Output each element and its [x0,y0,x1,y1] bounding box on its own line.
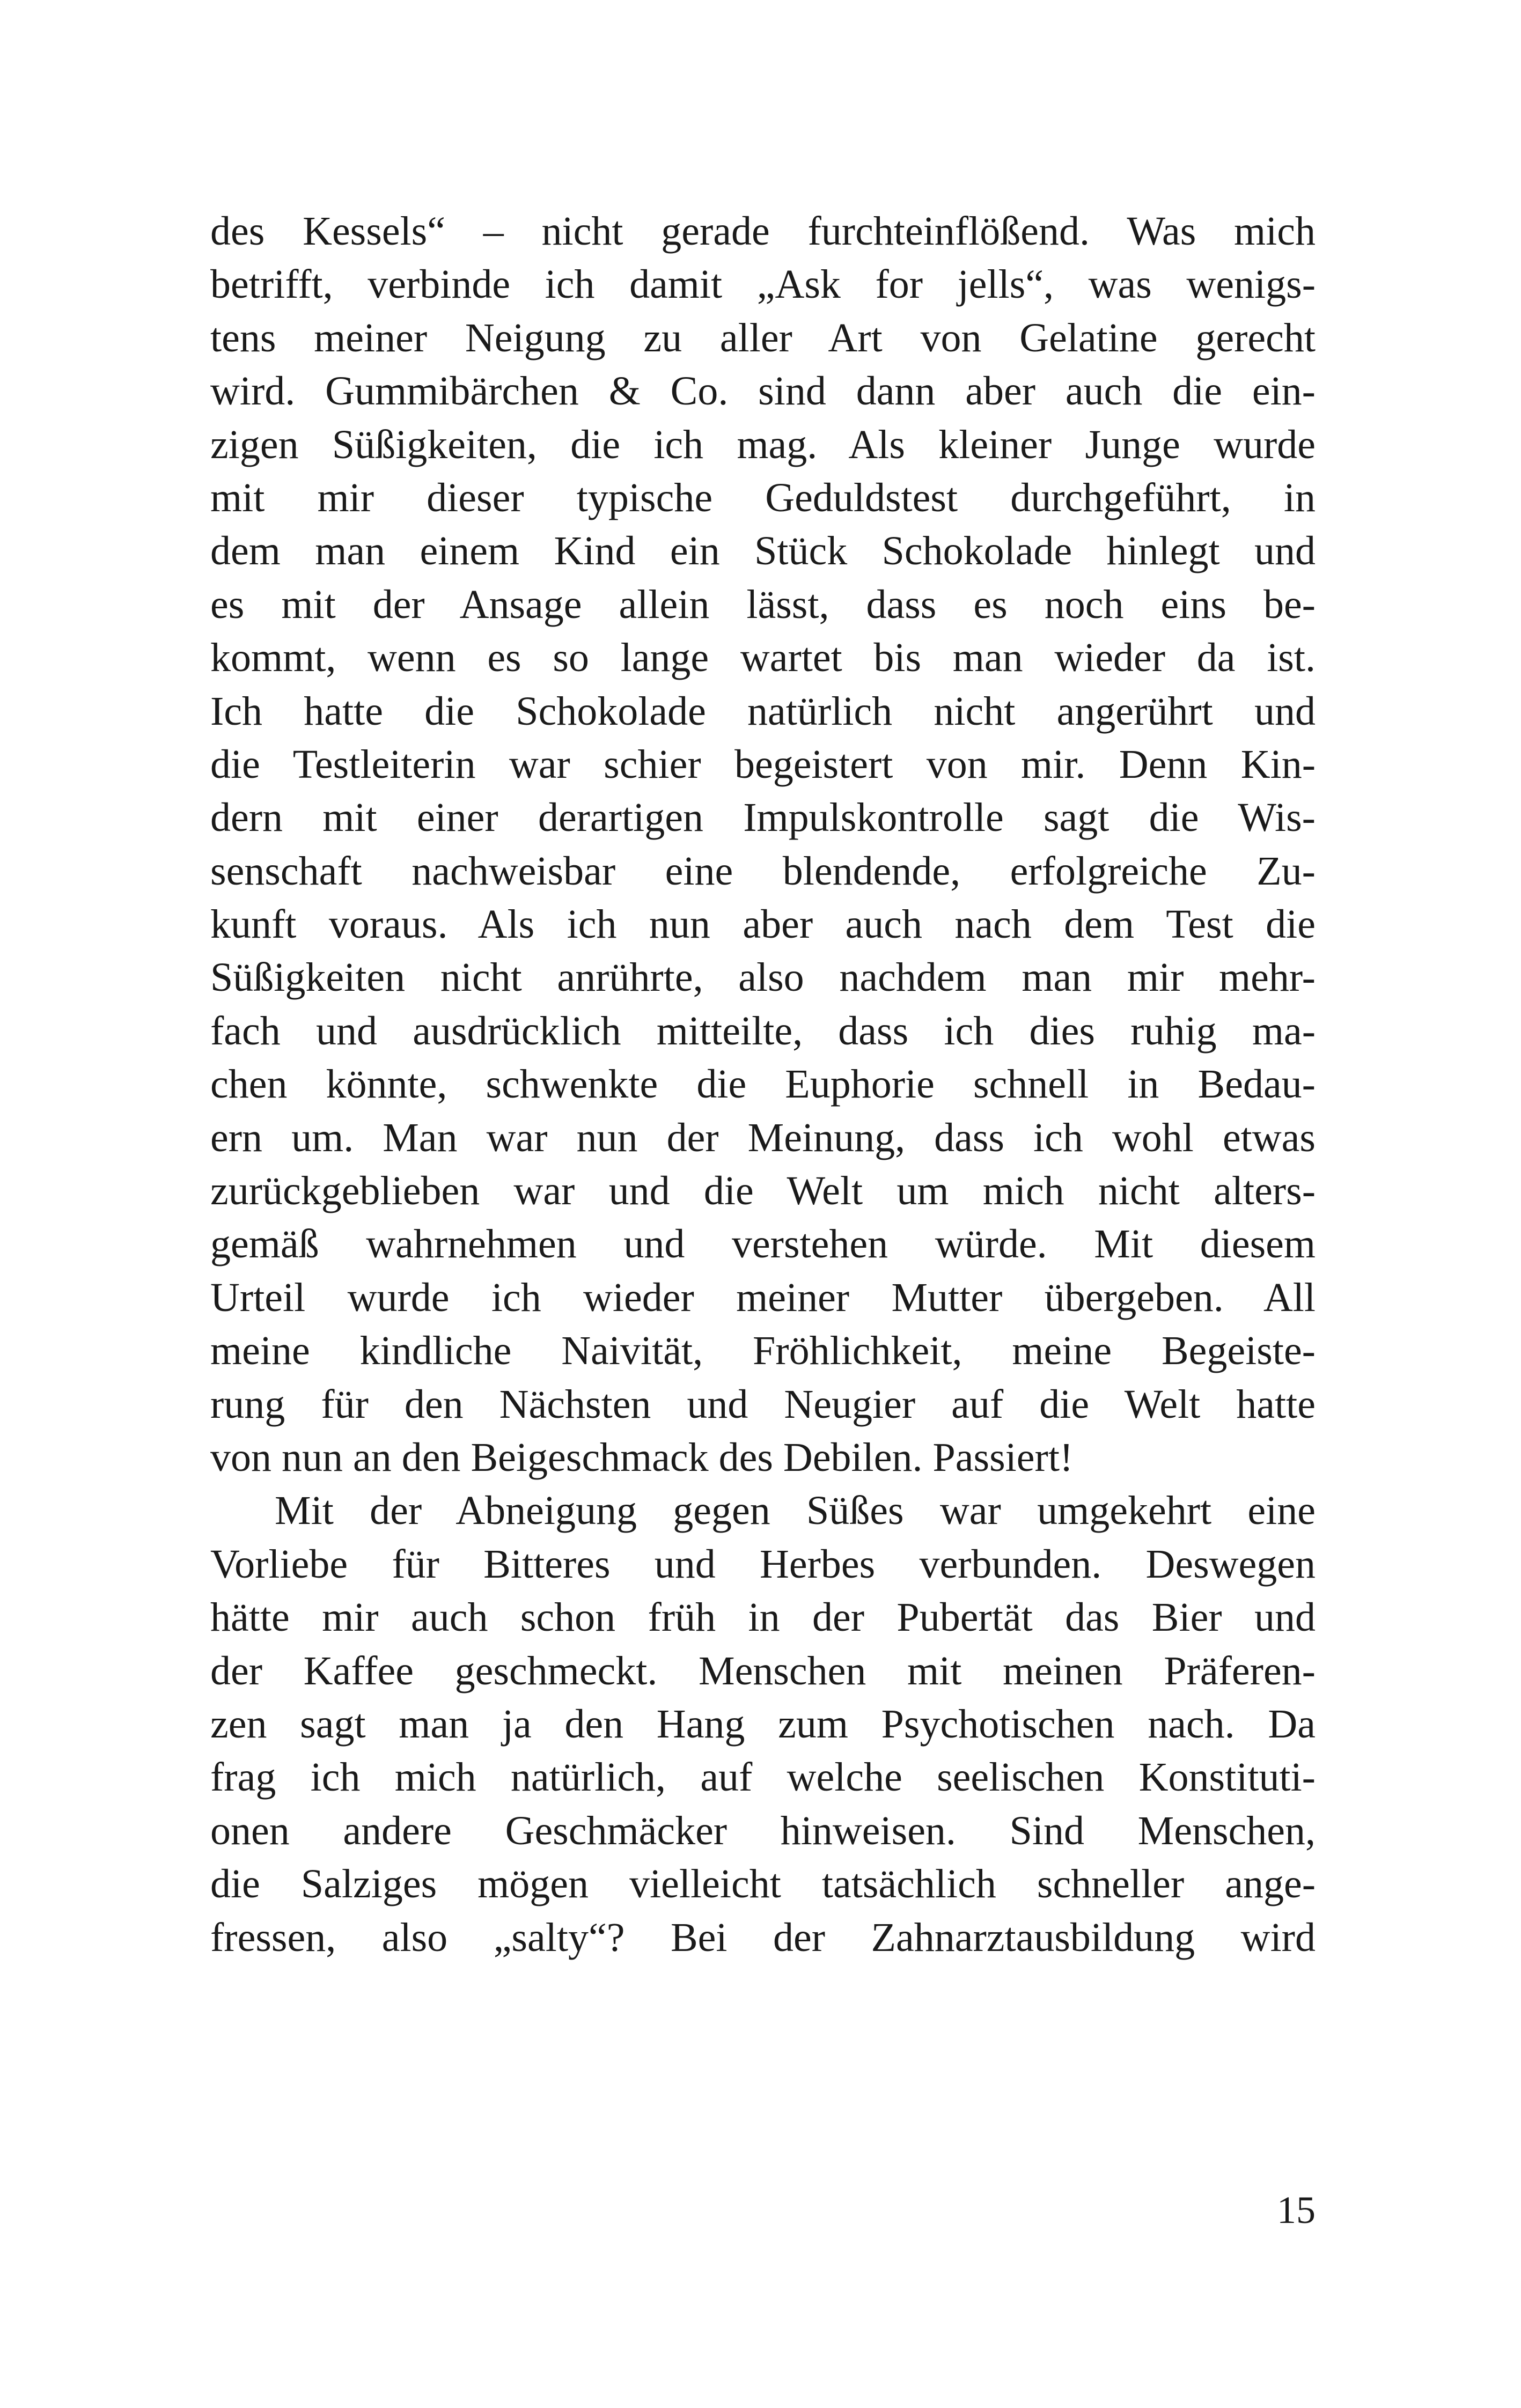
text-line: fressen, also „salty“? Bei der Zahnarztausbildung wird [210,1914,1316,1960]
text-line: frag ich mich natürlich, auf welche seelischen Konstituti- [210,1755,1316,1800]
text-line: fach und ausdrücklich mitteilte, dass ich dies ruhig ma- [210,1008,1316,1054]
text-line: zigen Süßigkeiten, die ich mag. Als kleiner Junge wurde [210,422,1316,467]
text-line: chen könnte, schwenkte die Euphorie schnell in Bedau- [210,1062,1316,1107]
text-line: dem man einem Kind ein Stück Schokolade hinlegt und [210,528,1316,574]
text-line: senschaft nachweisbar eine blendende, erfolgreiche Zu- [210,848,1316,894]
text-line: ern um. Man war nun der Meinung, dass ich wohl etwas [210,1115,1316,1160]
body-text [210,205,1316,1964]
text-line: kunft voraus. Als ich nun aber auch nach dem Test die [210,902,1316,947]
paragraph-2 [210,1484,1316,1964]
text-line: von nun an den Beigeschmack des Debilen. Passiert! [210,1434,1074,1480]
text-line: zurückgeblieben war und die Welt um mich nicht alters- [210,1168,1316,1214]
text-line: Urteil wurde ich wieder meiner Mutter übergeben. All [210,1275,1316,1320]
text-line: Vorliebe für Bitteres und Herbes verbunden. Deswegen [210,1541,1316,1587]
text-line: dern mit einer derartigen Impulskontrolle sagt die Wis- [210,795,1316,841]
text-line: es mit der Ansage allein lässt, dass es noch eins be- [210,581,1316,627]
text-line: kommt, wenn es so lange wartet bis man wieder da ist. [210,635,1316,681]
text-line: der Kaffee geschmeckt. Menschen mit meinen Präferen- [210,1648,1316,1693]
text-line: Mit der Abneigung gegen Süßes war umgekehrt eine [275,1488,1316,1534]
page-number: 15 [1277,2189,1316,2232]
text-line: mit mir dieser typische Geduldstest durchgeführt, in [210,475,1316,520]
text-line: meine kindliche Naivität, Fröhlichkeit, meine Begeiste- [210,1328,1316,1374]
text-line: rung für den Nächsten und Neugier auf die Welt hatte [210,1381,1316,1427]
text-line: hätte mir auch schon früh in der Pubertät das Bier und [210,1595,1316,1640]
text-line: die Testleiterin war schier begeistert von mir. Denn Kin- [210,741,1316,787]
text-line: tens meiner Neigung zu aller Art von Gelatine gerecht [210,315,1316,360]
text-line: des Kessels“ – nicht gerade furchteinflößend. Was mich [210,209,1316,254]
text-line: gemäß wahrnehmen und verstehen würde. Mit diesem [210,1221,1316,1267]
text-line: betrifft, verbinde ich damit „Ask for jells“, was wenigs- [210,262,1316,307]
text-line: wird. Gummibärchen & Co. sind dann aber auch die ein- [210,369,1316,414]
text-line: Süßigkeiten nicht anrührte, also nachdem man mir mehr- [210,955,1316,1000]
text-line: Ich hatte die Schokolade natürlich nicht angerührt und [210,688,1316,734]
paragraph-1 [210,205,1316,1484]
text-line: zen sagt man ja den Hang zum Psychotischen nach. Da [210,1701,1316,1747]
text-line: onen andere Geschmäcker hinweisen. Sind Menschen, [210,1808,1316,1853]
text-line: die Salziges mögen vielleicht tatsächlich schneller ange- [210,1861,1316,1907]
